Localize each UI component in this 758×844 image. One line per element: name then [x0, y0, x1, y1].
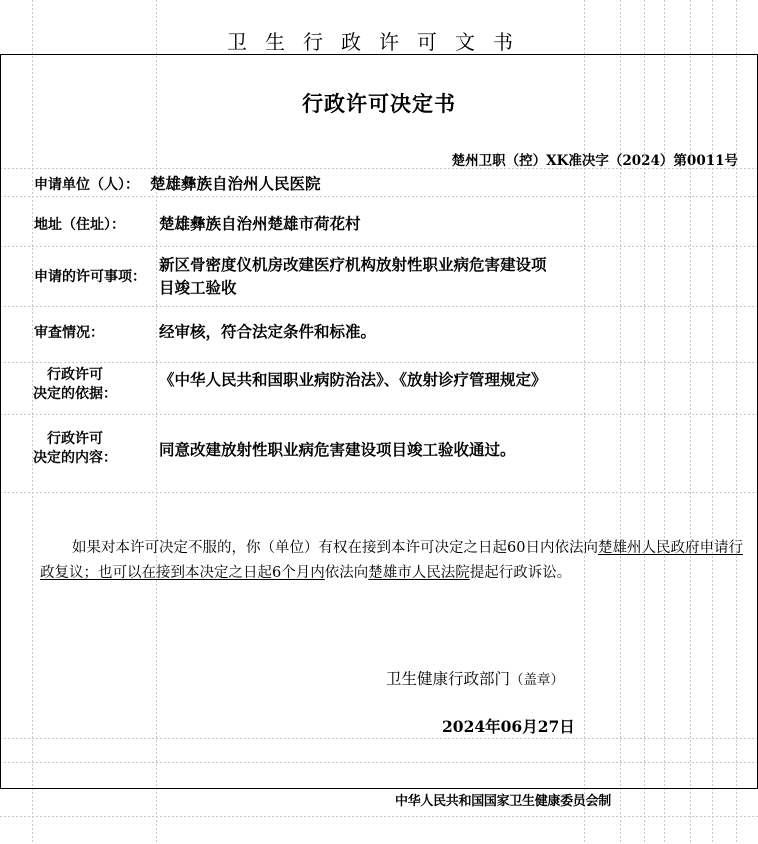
department-name: 卫生健康行政部门 [386, 670, 511, 688]
footer-issuer: 中华人民共和国国家卫生健康委员会制 [395, 794, 611, 809]
notice-court: 楚雄市人民法院 [368, 565, 470, 581]
appeal-notice [40, 536, 755, 586]
basis-label-line2: 决定的依据： [33, 386, 117, 402]
content-label-line2: 决定的内容： [33, 450, 117, 466]
applicant-value: 楚雄彝族自治州人民医院 [150, 174, 321, 193]
permit-item-value-line1: 新区骨密度仪机房改建医疗机构放射性职业病危害建设项 [159, 255, 547, 274]
notice-text-4: 提起行政诉讼。 [469, 565, 572, 581]
document-title: 行政许可决定书 [302, 91, 456, 116]
permit-item-value-line2: 目竣工验收 [159, 278, 237, 297]
content-value: 同意改建放射性职业病危害建设项目竣工验收通过。 [159, 440, 516, 459]
basis-label-line1: 行政许可 [47, 367, 103, 383]
issue-date: 2024年06月27日 [442, 717, 575, 736]
notice-period: 6个月内 [272, 565, 325, 581]
issuing-department [386, 667, 564, 689]
applicant-label: 申请单位（人）： [34, 177, 139, 193]
notice-text-2: 申请行政复议；也可以在接到本决定之日起 [40, 540, 743, 581]
address-value: 楚雄彝族自治州楚雄市荷花村 [159, 214, 361, 233]
review-label: 审查情况： [34, 325, 104, 341]
permit-item-label: 申请的许可事项： [34, 269, 146, 285]
header-title: 卫生行政许可文书 [227, 30, 531, 54]
basis-value: 《中华人民共和国职业病防治法》、《放射诊疗管理规定》 [159, 370, 547, 389]
address-label: 地址（住址）： [34, 217, 125, 233]
seal-note: （盖章） [510, 672, 565, 688]
notice-text-3: 依法向 [324, 565, 369, 581]
notice-gov: 楚雄州人民政府 [597, 540, 700, 556]
document-number: 楚州卫职（控）XK准决字（2024）第0011号 [451, 153, 738, 169]
review-value: 经审核，符合法定条件和标准。 [159, 322, 377, 341]
notice-text-1: 如果对本许可决定不服的，你（单位）有权在接到本许可决定之日起60日内依法向 [72, 540, 598, 556]
content-label-line1: 行政许可 [47, 431, 103, 447]
